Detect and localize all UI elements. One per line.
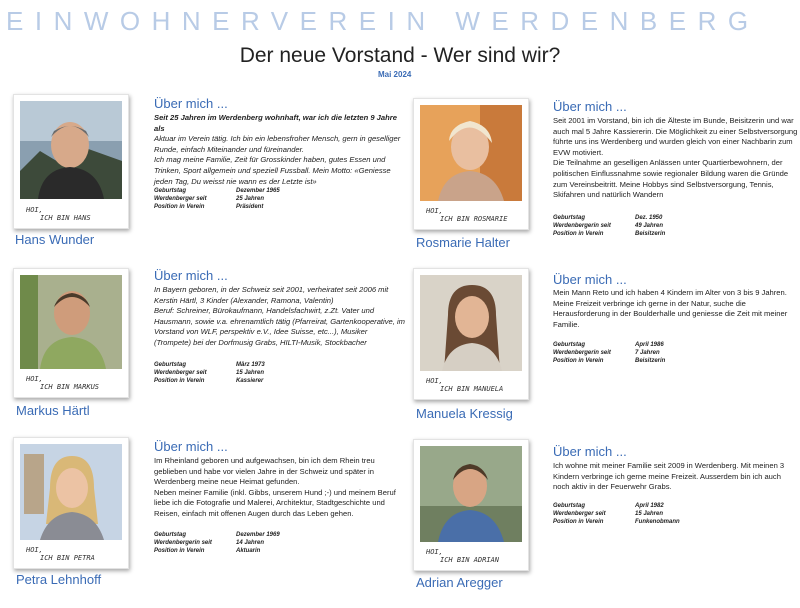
facts-rosmarie: Geburtstag Dez. 1950 Werdenbergerin seit 49 Jahren Position in Verein Beisitzerin — [553, 215, 666, 237]
greeting-rosmarie: HOI, ICH BIN ROSMARIE — [426, 207, 508, 223]
greeting-hans: HOI, ICH BIN HANS — [26, 206, 91, 222]
greeting-adrian: HOI, ICH BIN ADRIAN — [426, 548, 500, 564]
page-title: Der neue Vorstand - Wer sind wir? — [239, 44, 561, 67]
bio-petra: Im Rheinland geboren und aufgewachsen, bin ich dem Rhein treu geblieben und habe vor vielen Jahre in der Schweiz und später in Werdenberg meine neue Heimat gefunden. Neben meiner Familie (inkl. Gibbs, unserem Hund ;-) und meinem Beruf liebe ich die Fotografie und Malerei, Architektur, Stadtgeschichte und Reisen, einfach mit offenen Augen durch das Leben gehen. — [154, 456, 396, 518]
member-name-rosmarie: Rosmarie Halter — [416, 235, 510, 250]
about-heading-manuela: Über mich ... — [553, 272, 627, 287]
about-heading-petra: Über mich ... — [154, 439, 228, 454]
member-name-adrian: Adrian Aregger — [416, 575, 503, 590]
member-name-manuela: Manuela Kressig — [416, 406, 513, 421]
bio-adrian: Ich wohne mit meiner Familie seit 2009 in Werdenberg. Mit meinen 3 Kindern verbringe ich gerne meine Freizeit. Ausserdem bin ich auch noch aktiv in der Feuerwehr Grabs. — [553, 461, 785, 492]
greeting-manuela: HOI, ICH BIN MANUELA — [426, 377, 504, 393]
about-heading-adrian: Über mich ... — [553, 444, 627, 459]
bio-markus: In Bayern geboren, in der Schweiz seit 2001, verheiratet seit 2006 mit Kerstin Härtl, 3 Kinder (Alexander, Ramona, Valentin) Beruf: Schreiner, Bürokaufmann, Handelsfachwirt, z.Zt. Vater und Hausmann, sowie v.a. ehrenamtlich tätig (Pfarreirat, Gartenkooperative, im Vorstand von WLF, perspektiv e.V., Idee Suisse, etc...), Musiker (Trompete) bei der Dorfmusig Grabs, HILTI-Musik, Stockbacher — [154, 285, 405, 347]
member-name-hans: Hans Wunder — [15, 232, 95, 247]
facts-petra: Geburtstag Dezember 1969 Werdenbergerin seit 14 Jahren Position in Verein Aktuarin — [154, 532, 280, 554]
bio-rosmarie: Seit 2001 im Vorstand, bin ich die Älteste im Bunde, Beisitzerin und war auch mal 5 Jahre Kassiererin. Die Möglichkeit zu einer Selbstversorgung führte uns ins Werdenberg und wurden gleich von einer Nachbarin zum EVW motiviert. Die Teilnahme an geselligen Anlässen unter Quartierbewohnern, der politischen Einflussnahme sowie regionaler Bildung waren die Gründe zum Vereinsbeitritt. Meine Hobbys sind Selbstversorgung, Tennis, Skifahren und natürlich Wandern — [553, 116, 798, 200]
facts-manuela: Geburtstag April 1986 Werdenbergerin seit 7 Jahren Position in Verein Beisitzerin — [553, 342, 666, 364]
polaroid-manuela — [413, 268, 529, 400]
greeting-petra: HOI, ICH BIN PETRA — [26, 546, 95, 562]
member-name-petra: Petra Lehnhoff — [16, 572, 102, 587]
member-name-markus: Markus Härtl — [16, 403, 90, 418]
portrait-photo-markus — [20, 275, 122, 370]
polaroid-petra — [13, 437, 129, 569]
polaroid-hans — [13, 94, 129, 229]
polaroid-markus — [13, 268, 129, 398]
polaroid-rosmarie — [413, 98, 529, 230]
portrait-photo-hans — [20, 101, 122, 199]
about-heading-hans: Über mich ... — [154, 96, 228, 111]
about-heading-markus: Über mich ... — [154, 268, 228, 283]
portrait-photo-petra — [20, 444, 122, 540]
about-heading-rosmarie: Über mich ... — [553, 99, 627, 114]
portrait-photo-adrian — [420, 446, 522, 542]
bio-hans: Seit 25 Jahren im Werdenberg wohnhaft, war ich die letzten 9 Jahre als Aktuar im Verein tätig. Ich bin ein lebensfroher Mensch, gern in geselliger Runde, einfach Miteinander und füreinander. Ich mag meine Familie, Zeit für Grosskinder haben, gutes Essen und Trinken, Sport allgemein und speziell Fussball. Mein Motto: «Geniesse jeden Tag, Du weisst nie wann es der Letzte ist» — [154, 113, 401, 186]
polaroid-adrian — [413, 439, 529, 571]
greeting-markus: HOI, ICH BIN MARKUS — [26, 375, 100, 391]
bio-manuela: Mein Mann Reto und ich haben 4 Kindern im Alter von 3 bis 9 Jahren. Meine Freizeit verbringe ich gerne in der Natur, suche die Herausforderung in der Boulderhalle und geniesse die Zeit mit meiner Familie. — [553, 288, 788, 329]
issue-date: Mai 2024 — [378, 70, 412, 79]
association-banner: EINWOHNERVEREIN WERDENBERG — [6, 6, 760, 36]
facts-markus: Geburtstag März 1973 Werdenberger seit 15 Jahren Position in Verein Kassierer — [154, 362, 265, 384]
portrait-photo-rosmarie — [420, 105, 522, 201]
facts-hans: Geburtstag Dezember 1965 Werdenberger seit 25 Jahren Position in Verein Präsident — [154, 188, 280, 210]
facts-adrian: Geburtstag April 1982 Werdenberger seit 15 Jahren Position in Verein Funkenobmann — [553, 503, 680, 525]
portrait-photo-manuela — [420, 275, 522, 371]
